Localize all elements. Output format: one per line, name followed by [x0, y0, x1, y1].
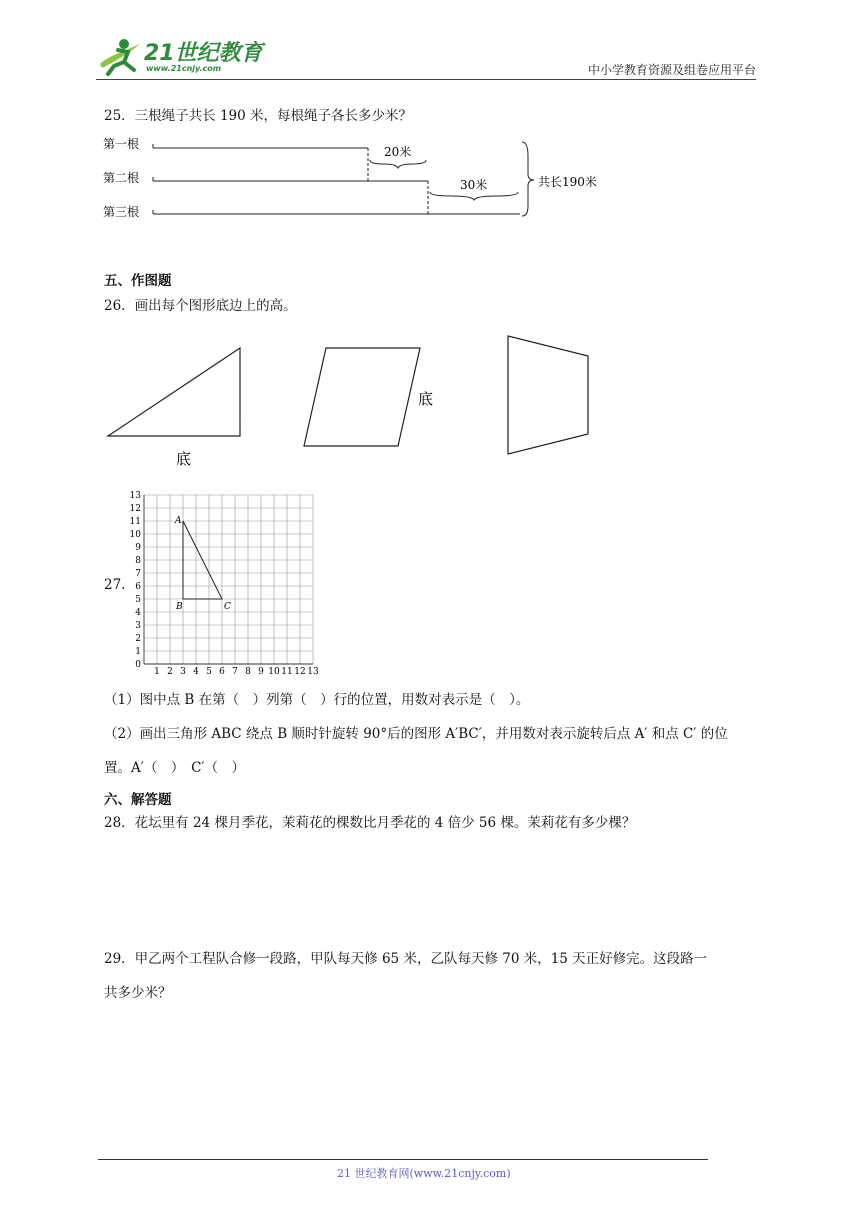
header-logo — [94, 34, 264, 78]
x-tick-label: 1 — [154, 667, 160, 677]
y-tick-label: 2 — [135, 634, 141, 644]
header-rule — [96, 79, 756, 80]
question-29-line-1: 29．甲乙两个工程队合修一段路，甲队每天修 65 米，乙队每天修 70 米，15 天正好修完。这段路一 — [104, 951, 708, 967]
y-tick-label: 7 — [135, 569, 141, 579]
y-tick-label: 4 — [135, 608, 141, 618]
x-tick-label: 13 — [307, 667, 319, 677]
x-tick-label: 5 — [206, 667, 212, 677]
question-28: 28．花坛里有 24 棵月季花，茉莉花的棵数比月季花的 4 倍少 56 棵。茉莉花有多少棵？ — [104, 815, 636, 831]
y-tick-label: 1 — [135, 647, 141, 657]
total-label: 共长190米 — [538, 175, 597, 189]
y-tick-label: 0 — [135, 660, 141, 670]
y-tick-label: 3 — [135, 621, 141, 631]
coordinate-grid — [124, 486, 334, 682]
runner-logo-icon — [94, 34, 146, 78]
point-label-b: B — [176, 602, 183, 612]
rope-diagram — [100, 134, 620, 226]
base-label-parallelogram: 底 — [418, 390, 434, 408]
question-25: 25．三根绳子共长 190 米，每根绳子各长多少米？ — [104, 108, 413, 124]
logo-url: www.21cnjy.com — [146, 64, 222, 73]
triangle-shape — [108, 348, 240, 436]
logo-text: 21世纪教育 — [144, 41, 263, 66]
rope-label-2: 第二根 — [103, 171, 140, 185]
point-label-a: A — [175, 516, 182, 526]
y-tick-label: 6 — [135, 582, 141, 592]
x-tick-label: 7 — [232, 667, 238, 677]
y-tick-label: 8 — [135, 556, 141, 566]
x-tick-label: 9 — [258, 667, 264, 677]
trapezoid-shape — [508, 336, 588, 454]
question-26: 26．画出每个图形底边上的高。 — [104, 298, 297, 314]
y-tick-label: 13 — [129, 491, 141, 501]
y-tick-label: 12 — [129, 504, 141, 514]
y-tick-label: 9 — [135, 543, 141, 553]
base-label-triangle: 底 — [176, 450, 192, 468]
x-tick-label: 6 — [219, 667, 225, 677]
rope-label-1: 第一根 — [103, 137, 140, 151]
question-29-line-2: 共多少米？ — [104, 985, 172, 1001]
y-tick-label: 5 — [135, 595, 141, 605]
x-tick-label: 3 — [180, 667, 186, 677]
x-tick-label: 11 — [281, 667, 293, 677]
question-27-part-2-line-1: （2）画出三角形 ABC 绕点 B 顺时针旋转 90°后的图形 A′BC′，并用数对表示旋转后点 A′ 和点 C′ 的位 — [104, 726, 728, 742]
x-tick-label: 8 — [245, 667, 251, 677]
question-27-part-1: （1）图中点 B 在第（ ）列第（ ）行的位置，用数对表示是（ ）。 — [104, 692, 530, 708]
diff-label-20: 20米 — [384, 145, 412, 159]
site-title: 中小学教育资源及组卷应用平台 — [587, 63, 756, 77]
y-tick-label: 10 — [129, 530, 141, 540]
x-tick-label: 10 — [268, 667, 280, 677]
question-27-number: 27. — [104, 577, 126, 593]
shapes-figure — [100, 330, 600, 475]
question-27-part-2-line-2: 置。A′（ ） C′（ ） — [104, 760, 245, 776]
point-label-c: C — [224, 602, 231, 612]
rope-label-3: 第三根 — [103, 205, 140, 219]
y-tick-label: 11 — [129, 517, 141, 527]
diff-label-30: 30米 — [460, 178, 488, 192]
footer-rule — [98, 1159, 708, 1160]
x-tick-label: 12 — [294, 667, 306, 677]
x-tick-label: 2 — [167, 667, 173, 677]
section-5-title: 五、作图题 — [104, 273, 172, 289]
footer-text: 21 世纪教育网(www.21cnjy.com) — [337, 1167, 511, 1180]
parallelogram-shape — [304, 348, 420, 446]
section-6-title: 六、解答题 — [104, 792, 172, 808]
x-tick-label: 4 — [193, 667, 199, 677]
